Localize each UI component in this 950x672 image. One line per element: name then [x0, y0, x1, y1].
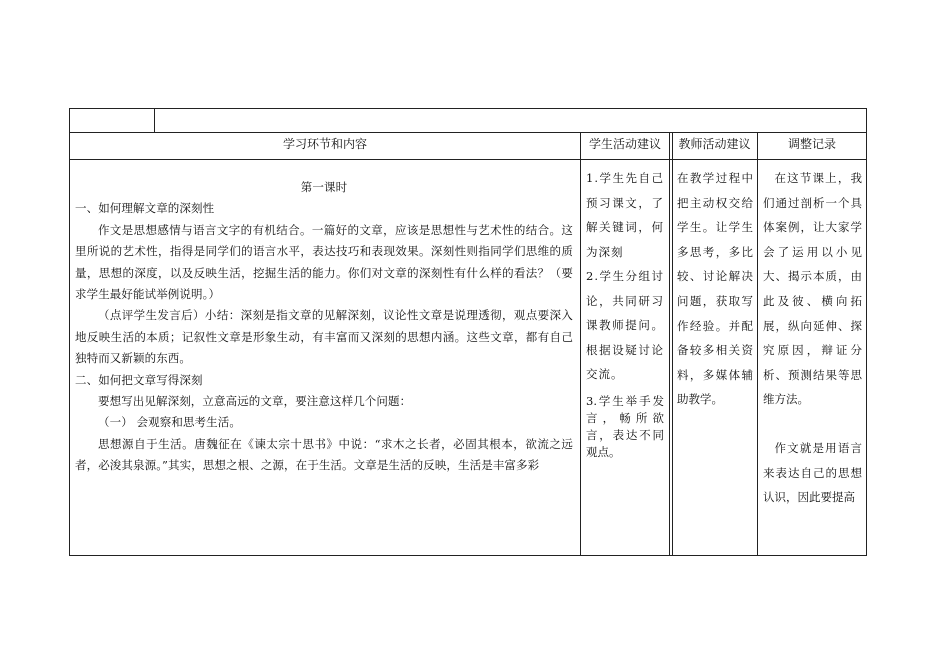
record-paragraph-2: 作文就是用语言来表达自己的思想认识，因此要提高 — [763, 440, 862, 505]
student-item-2: 2.学生分组讨论，共同研习课教师提问。根据设疑讨论交流。 — [586, 269, 664, 381]
lesson-title: 第一课时 — [300, 180, 348, 194]
paragraph-2: （点评学生发言后）小结：深刻是指文章的见解深刻，议论性文章是说理透彻，观点要深入地反映生活的本质；记叙性文章是形象生动，有丰富而又深刻的思想内涵。这些文章，都有自己独特而又新颖的东西。 — [75, 308, 573, 366]
column-divider-teacher — [669, 132, 673, 556]
section-heading-2: 二、如何把文章写得深刻 — [75, 372, 203, 387]
paragraph-4: 思想源自于生活。唐魏征在《谏太宗十思书》中说：“求木之长者，必固其根本，欲流之远者，必浚其泉源。”其实，思想之根、之源，在于生活。文章是生活的反映，生活是丰富多彩 — [75, 436, 573, 473]
content-cell — [75, 177, 573, 555]
header-teacher-activity: 教师活动建议 — [678, 137, 751, 151]
row-divider-top — [69, 132, 867, 133]
paragraph-3: 要想写出见解深刻，立意高远的文章，要注意这样几个问题： — [98, 394, 412, 409]
column-divider-student — [580, 132, 581, 556]
adjustment-record-cell — [763, 166, 862, 554]
student-activity-cell — [586, 166, 664, 554]
top-row-cell-divider — [154, 108, 155, 132]
subheading-1: （一） 会观察和思考生活。 — [98, 415, 241, 430]
paragraph-1: 作文是思想感情与语言文字的有机结合。一篇好的文章，应该是思想性与艺术性的结合。这里所说的艺术性，指得是同学们的语言水平，表达技巧和表现效果。深刻性则指同学们思维的质量，思想的深度，以及反映生活，挖掘生活的能力。你们对文章的深刻性有什么样的看法？（要求学生最好能试举例说明。） — [75, 222, 573, 302]
student-item-3: 3.学生举手发言，畅所欲言，表达不同观点。 — [586, 393, 664, 459]
header-student-activity: 学生活动建议 — [588, 137, 661, 151]
header-content: 学习环节和内容 — [282, 137, 367, 151]
column-divider-record — [757, 132, 758, 556]
record-paragraph-1: 在这节课上，我们通过剖析一个具体案例，让大家学会了运用以小见大、揭示本质，由此及彼、横向拓展，纵向延伸、探究原因，辩证分析、预测结果等思维方法。 — [763, 171, 862, 407]
section-heading-1: 一、如何理解文章的深刻性 — [75, 201, 215, 216]
header-adjustment-record: 调整记录 — [787, 137, 836, 151]
student-item-1: 1.学生先自己预习课文，了解关键词，何为深刻 — [586, 171, 664, 259]
teacher-activity-cell — [677, 166, 753, 554]
teacher-text: 在教学过程中把主动权交给学生。让学生多思考，多比较、讨论解决问题，获取写作经验。并配备较多相关资料，多媒体辅助教学。 — [677, 171, 753, 407]
